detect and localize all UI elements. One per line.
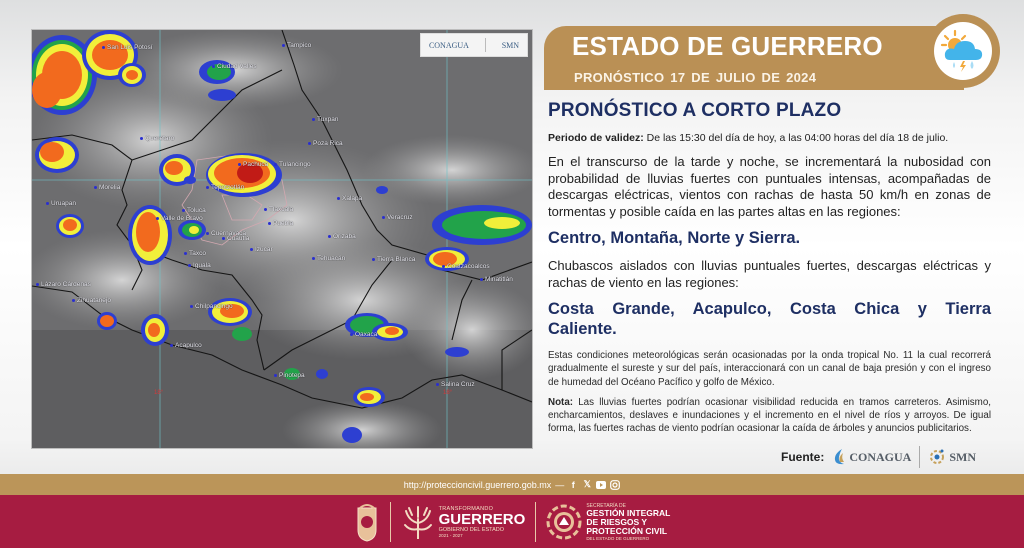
proteccion-civil-logo: SECRETARÍA DE GESTIÓN INTEGRAL DE RIESGOS Y PROTECCIÓN CIVIL DEL ESTADO DE GUERRERO bbox=[546, 503, 670, 541]
forecast-note bbox=[548, 396, 991, 436]
map-grid-marker: 18° bbox=[154, 390, 164, 396]
satellite-map bbox=[32, 30, 532, 448]
forecast-content bbox=[548, 100, 991, 443]
page-title: ESTADO DE GUERRERO bbox=[572, 31, 883, 61]
logo-divider bbox=[485, 38, 486, 52]
map-city-label: Tulancingo bbox=[274, 161, 311, 168]
map-city-label: Salina Cruz bbox=[436, 381, 475, 388]
map-city-label: Uruapan bbox=[46, 200, 76, 207]
map-city-label: Cuernavaca bbox=[206, 230, 246, 237]
conagua-wave-icon bbox=[832, 448, 846, 466]
footer-divider bbox=[390, 502, 391, 542]
conagua-logo: CONAGUA bbox=[428, 40, 469, 50]
note-text: Las lluvias fuertes podrían ocasionar visibilidad reducida en tramos carreteros. Asimismo, encharcamientos, deslaves e inundaciones y el incremento en el nivel de ríos y arroyos. De igual forma, las fuertes rachas de viento podrían ocasionar la caída de árboles y anuncios publicitarios. bbox=[548, 396, 991, 435]
x-icon[interactable]: 𝕏 bbox=[583, 479, 591, 489]
map-city-label: Coatzacoalcos bbox=[442, 263, 490, 270]
map-city-label: Izúcar bbox=[250, 246, 273, 253]
map-city-label: Tehuacán bbox=[312, 255, 345, 262]
map-city-label: Tampico bbox=[282, 42, 311, 49]
state-coat-of-arms-icon bbox=[354, 502, 380, 542]
sun-cloud-rain-storm-icon bbox=[940, 28, 986, 74]
smn-logo: SMN bbox=[501, 40, 520, 50]
source-label: Fuente: bbox=[780, 450, 825, 464]
footer-link-bar bbox=[0, 474, 1024, 495]
forecast-date: PRONÓSTICO 17 DE JULIO DE 2024 bbox=[574, 70, 817, 85]
map-city-label: Lázaro Cárdenas bbox=[36, 281, 91, 288]
instagram-icon[interactable] bbox=[610, 480, 620, 490]
map-city-label: Cuautla bbox=[222, 235, 249, 242]
civil-protection-emblem-icon bbox=[546, 504, 582, 540]
conagua-source-logo: CONAGUA bbox=[832, 448, 911, 466]
map-city-label: Tepotzotlán bbox=[206, 184, 244, 191]
footer-institutional-bar bbox=[0, 495, 1024, 548]
smn-source-logo: SMN bbox=[928, 448, 976, 466]
forecast-cause: Estas condiciones meteorológicas serán ocasionadas por la onda tropical No. 11 la cual recorrerá gradualmente el sureste y sur del país, interaccionará con un canal de baja presión y con el ingreso de humedad del Océano Pacífico y golfo de México. bbox=[548, 350, 991, 388]
map-city-label: Xalapa bbox=[337, 195, 362, 202]
map-city-label: San Luis Potosí bbox=[102, 44, 153, 51]
source-attribution bbox=[781, 446, 976, 468]
map-city-label: Taxco bbox=[184, 250, 206, 257]
map-city-label: Valle de Bravo bbox=[156, 215, 203, 222]
website-link[interactable]: http://proteccioncivil.guerrero.gob.mx bbox=[403, 479, 552, 490]
map-city-label: Puebla bbox=[268, 220, 293, 227]
map-city-label: Pinotepa bbox=[274, 372, 305, 379]
regions-showers: Costa Grande, Acapulco, Costa Chica y Tierra Caliente. bbox=[548, 300, 991, 338]
gobierno-guerrero-logo: TRANSFORMANDO GUERRERO GOBIERNO DEL ESTADO 2021 - 2027 bbox=[401, 505, 526, 539]
map-city-label: Tierra Blanca bbox=[372, 256, 415, 263]
map-city-label: Acapulco bbox=[170, 342, 202, 349]
source-divider bbox=[919, 446, 920, 468]
footer-divider bbox=[535, 502, 536, 542]
map-city-label: Veracruz bbox=[382, 214, 413, 221]
map-city-label: Chilpancingo bbox=[190, 303, 233, 310]
youtube-icon[interactable] bbox=[596, 480, 606, 490]
map-city-label: Ciudad Valles bbox=[212, 63, 257, 70]
map-city-label: Oaxaca bbox=[350, 331, 377, 338]
map-city-label: Pachuca bbox=[238, 161, 268, 168]
map-city-label: Toluca bbox=[182, 207, 206, 214]
map-city-label: Morelia bbox=[94, 184, 120, 191]
map-city-label: Minatitlán bbox=[480, 276, 513, 283]
map-watermark-logos bbox=[420, 33, 528, 57]
facebook-icon[interactable]: f bbox=[571, 479, 575, 490]
forecast-paragraph-1: En el transcurso de la tarde y noche, se incrementará la nubosidad con probabilidad de lluvias fuertes con puntuales intensas, acompañadas de descargas eléctricas, vientos con rachas de hasta 50 km/h en zonas de tormentas y posible caída en las partes altas en las regiones: bbox=[548, 154, 991, 219]
guerrero-tree-icon bbox=[401, 505, 435, 539]
map-city-label: Zihuatanejo bbox=[72, 297, 111, 304]
map-grid-marker: 18° bbox=[443, 390, 453, 396]
map-city-label: Querétaro bbox=[140, 135, 174, 142]
smn-swirl-icon bbox=[928, 448, 946, 466]
forecast-heading: PRONÓSTICO A CORTO PLAZO bbox=[548, 100, 842, 121]
note-label: Nota: bbox=[548, 396, 574, 408]
regions-heavy-rain: Centro, Montaña, Norte y Sierra. bbox=[548, 229, 801, 247]
validity-text: De las 15:30 del día de hoy, a las 04:00 horas del día 18 de julio. bbox=[643, 132, 949, 144]
validity-label: Periodo de validez: bbox=[548, 132, 644, 144]
validity-period bbox=[548, 132, 991, 144]
map-city-label: Orizaba bbox=[328, 233, 356, 240]
separator-dash: — bbox=[555, 479, 565, 490]
title-banner bbox=[544, 26, 964, 90]
map-city-label: Poza Rica bbox=[308, 140, 343, 147]
map-city-label: Iguala bbox=[188, 262, 211, 269]
weather-badge bbox=[926, 14, 1000, 88]
map-city-label: Tuxpan bbox=[312, 116, 338, 123]
forecast-paragraph-2: Chubascos aislados con lluvias puntuales fuertes, descargas eléctricas y rachas de viento en las regiones: bbox=[548, 258, 991, 290]
map-city-label: Tlaxcala bbox=[264, 206, 293, 213]
